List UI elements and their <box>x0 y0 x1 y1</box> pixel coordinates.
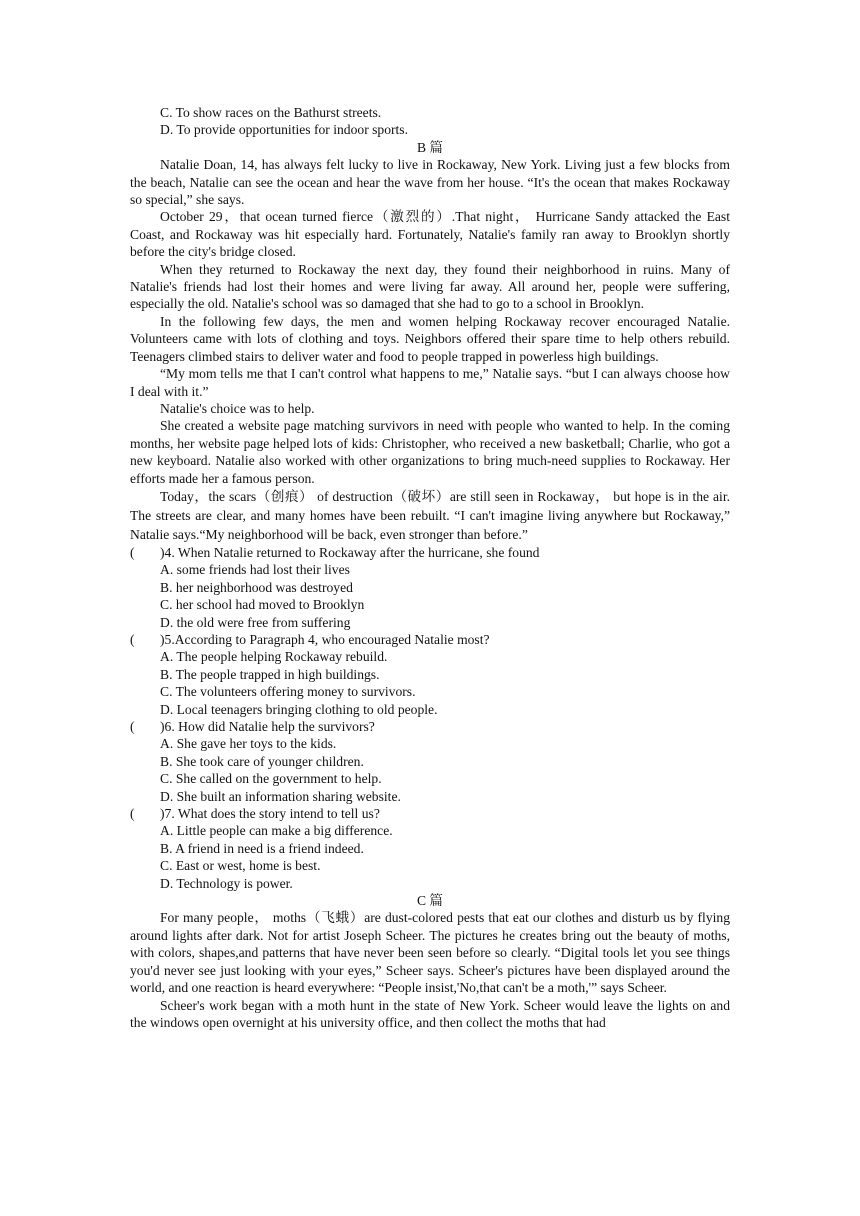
option-d: D. Technology is power. <box>160 875 293 891</box>
option-d: D. Local teenagers bringing clothing to old people. <box>160 701 438 717</box>
paragraph-b2: October 29，that ocean turned fierce（激烈的）.That night， Hurricane Sandy attacked the East Coast, and Rockaway was hit especially hard. Fortunately, Natalie's family ran away to Brooklyn shortly before the city's bridge closed. <box>130 209 730 260</box>
option-d: D. the old were free from suffering <box>160 614 351 630</box>
question-6 <box>130 718 730 805</box>
option-a: A. some friends had lost their lives <box>160 562 350 578</box>
option-b: B. The people trapped in high buildings. <box>160 666 380 682</box>
option-d-top: D. To provide opportunities for indoor sports. <box>160 122 408 138</box>
option-b: B. She took care of younger children. <box>160 753 364 769</box>
question-4 <box>130 544 730 631</box>
option-c: C. The volunteers offering money to survivors. <box>160 684 416 700</box>
paragraph-c2: Scheer's work began with a moth hunt in the state of New York. Scheer would leave the lights on and the windows open overnight at his university office, and then collect the moths that had <box>130 997 730 1030</box>
paragraph-b1: Natalie Doan, 14, has always felt lucky to live in Rockaway, New York. Living just a few blocks from the beach, Natalie can see the ocean and hear the wave from her house. “It's the ocean that makes Rockaway so special,” she says. <box>130 157 730 208</box>
option-d: D. She built an information sharing website. <box>160 788 401 804</box>
document-page <box>130 104 730 1031</box>
paragraph-b8: Today，the scars（创痕） of destruction（破坏）are still seen in Rockaway， but hope is in the air. The streets are clear, and many homes have been rebuilt. “I can't imagine living anywhere but Rockaway,” Natalie says.“My neighborhood will be back, even stronger than before.” <box>130 488 730 542</box>
option-a: A. Little people can make a big difference. <box>160 823 393 839</box>
paragraph-c1: For many people， moths（飞蛾）are dust-colored pests that eat our clothes and disturb us by flying around lights after dark. Not for artist Joseph Scheer. The pictures he creates bring out the beauty of moths, with colors, shapes,and patterns that have never been seen before so clearly. “Digital tools let you see things you'd never see just looking with your eyes,” Scheer says. Scheer's pictures have been displayed around the world, and one reaction is heard everywhere: “People insist,'No,that can't be a moth,'” says Scheer. <box>130 910 730 996</box>
paragraph-b3: When they returned to Rockaway the next day, they found their neighborhood in ruins. Many of Natalie's friends had lost their homes and were living far away. All around her, people were suffering, especially the old. Natalie's school was so damaged that she had to go to a school in Brooklyn. <box>130 261 730 312</box>
option-c-top: C. To show races on the Bathurst streets. <box>160 105 382 120</box>
question-stem: )5.According to Paragraph 4, who encouraged Natalie most? <box>160 631 490 647</box>
option-a: A. The people helping Rockaway rebuild. <box>160 649 388 665</box>
option-c: C. East or west, home is best. <box>160 858 321 874</box>
section-c-heading: C 篇 <box>416 893 444 909</box>
option-b: B. her neighborhood was destroyed <box>160 579 353 595</box>
answer-blank[interactable]: ( <box>130 806 135 822</box>
option-c: C. her school had moved to Brooklyn <box>160 597 365 613</box>
option-c: C. She called on the government to help. <box>160 771 382 787</box>
paragraph-b7: She created a website page matching survivors in need with people who wanted to help. In the coming months, her website page helped lots of kids: Christopher, who received a new basketball; Charlie, who got a new keyboard. Natalie also worked with other organizations to bring much-need supplies to Rockaway. Her efforts made her a famous person. <box>130 418 730 486</box>
question-stem: )7. What does the story intend to tell us? <box>160 806 380 822</box>
answer-blank[interactable]: ( <box>130 631 135 647</box>
question-stem: )4. When Natalie returned to Rockaway after the hurricane, she found <box>160 544 540 560</box>
question-5 <box>130 631 730 718</box>
option-b: B. A friend in need is a friend indeed. <box>160 840 364 856</box>
answer-blank[interactable]: ( <box>130 719 135 734</box>
answer-blank[interactable]: ( <box>130 544 135 560</box>
option-a: A. She gave her toys to the kids. <box>160 736 337 752</box>
question-stem: )6. How did Natalie help the survivors? <box>160 719 375 734</box>
paragraph-b6: Natalie's choice was to help. <box>160 400 315 416</box>
question-7 <box>130 805 730 892</box>
paragraph-b5: “My mom tells me that I can't control what happens to me,” Natalie says. “but I can always choose how I deal with it.” <box>130 366 730 399</box>
section-b-heading: B 篇 <box>416 139 444 155</box>
paragraph-b4: In the following few days, the men and women helping Rockaway recover encouraged Natalie. Volunteers came with lots of clothing and toys. Neighbors offered their spare time to help others rebuild. Teenagers climbed stairs to deliver water and food to people trapped in powerless high buildings. <box>130 313 730 364</box>
